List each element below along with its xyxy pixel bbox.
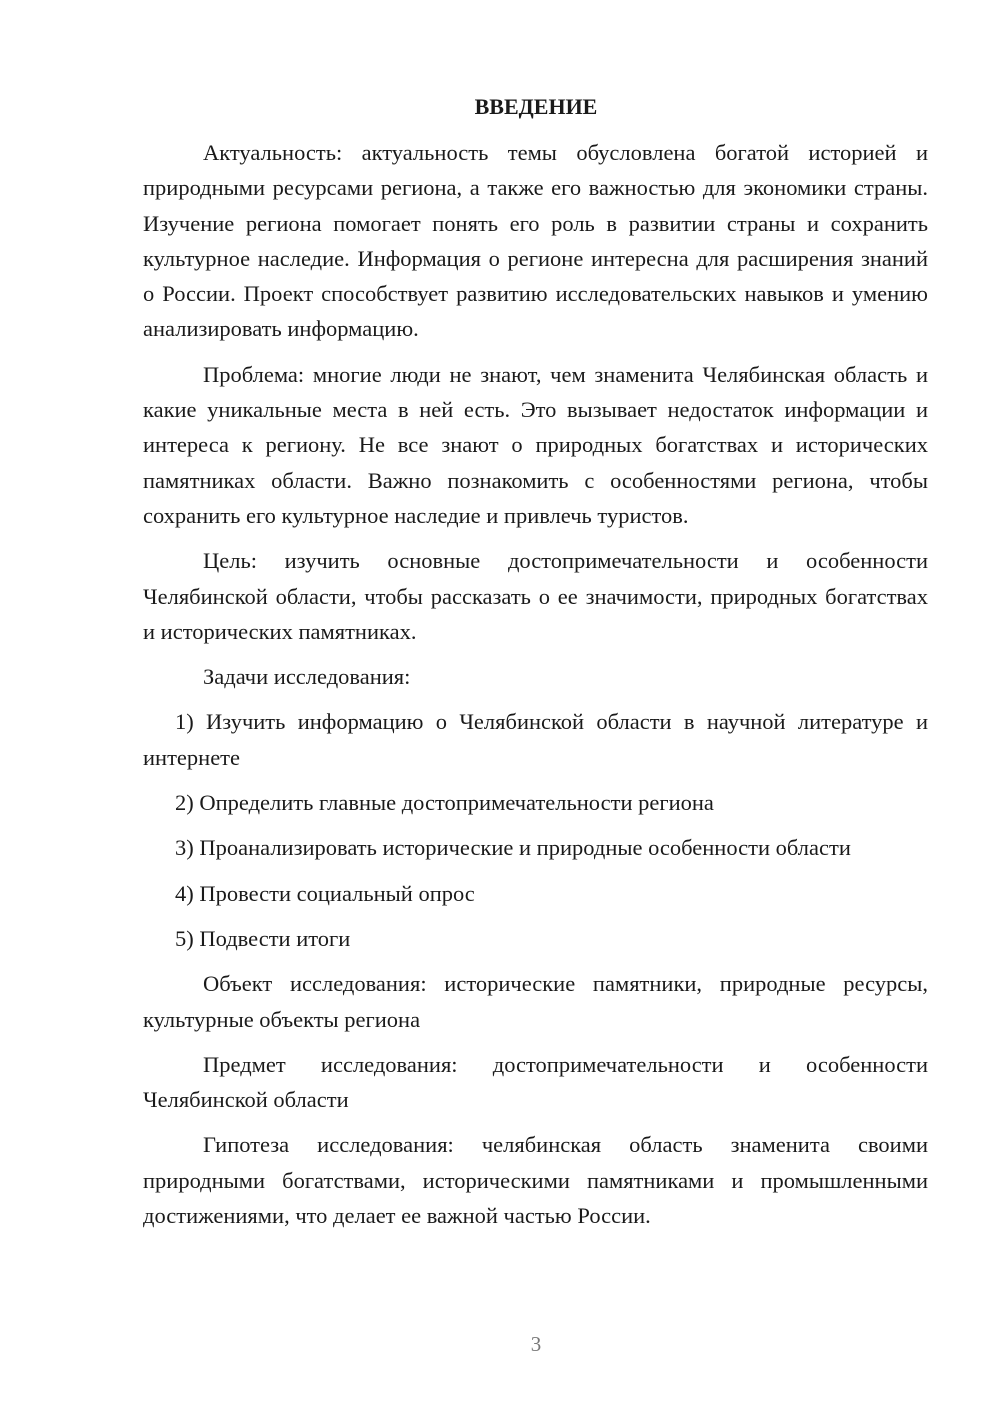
page-number: 3 (530, 1332, 542, 1356)
goal-paragraph: Цель: изучить основные достопримечательности и особенности Челябинской области, чтобы рассказать о ее значимости, природных богатствах и исторических памятниках. (143, 548, 928, 644)
tasks-title: Задачи исследования: (203, 664, 411, 690)
list-item: 5) Подвести итоги (175, 925, 351, 951)
list-item: 2) Определить главные достопримечательности региона (175, 790, 714, 816)
list-item: 4) Провести социальный опрос (175, 880, 475, 906)
object-paragraph: Объект исследования: исторические памятники, природные ресурсы, культурные объекты региона (143, 971, 928, 1032)
section-heading: ВВЕДЕНИЕ (474, 94, 598, 119)
list-item: 3) Проанализировать исторические и природные особенности области (175, 835, 851, 861)
problem-paragraph: Проблема: многие люди не знают, чем знаменита Челябинская область и какие уникальные места в ней есть. Это вызывает недостаток информации и интереса к региону. Не все знают о природных богатствах и исторических памятниках области. Важно познакомить с особенностями региона, чтобы сохранить его культурное наследие и привлечь туристов. (143, 361, 928, 528)
document-page (143, 92, 928, 1243)
relevance-paragraph: Актуальность: актуальность темы обусловлена богатой историей и природными ресурсами региона, а также его важностью для экономики страны. Изучение региона помогает понять его роль в развитии страны и сохранить культурное наследие. Информация о регионе интересна для расширения знаний о России. Проект способствует развитию исследовательских навыков и умению анализировать информацию. (143, 140, 928, 342)
list-item: 1) Изучить информацию о Челябинской области в научной литературе и интернете (143, 709, 928, 770)
hypothesis-paragraph: Гипотеза исследования: челябинская область знаменита своими природными богатствами, историческими памятниками и промышленными достижениями, что делает ее важной частью России. (143, 1132, 928, 1229)
tasks-list (143, 704, 928, 956)
subject-paragraph: Предмет исследования: достопримечательности и особенности Челябинской области (143, 1051, 928, 1113)
